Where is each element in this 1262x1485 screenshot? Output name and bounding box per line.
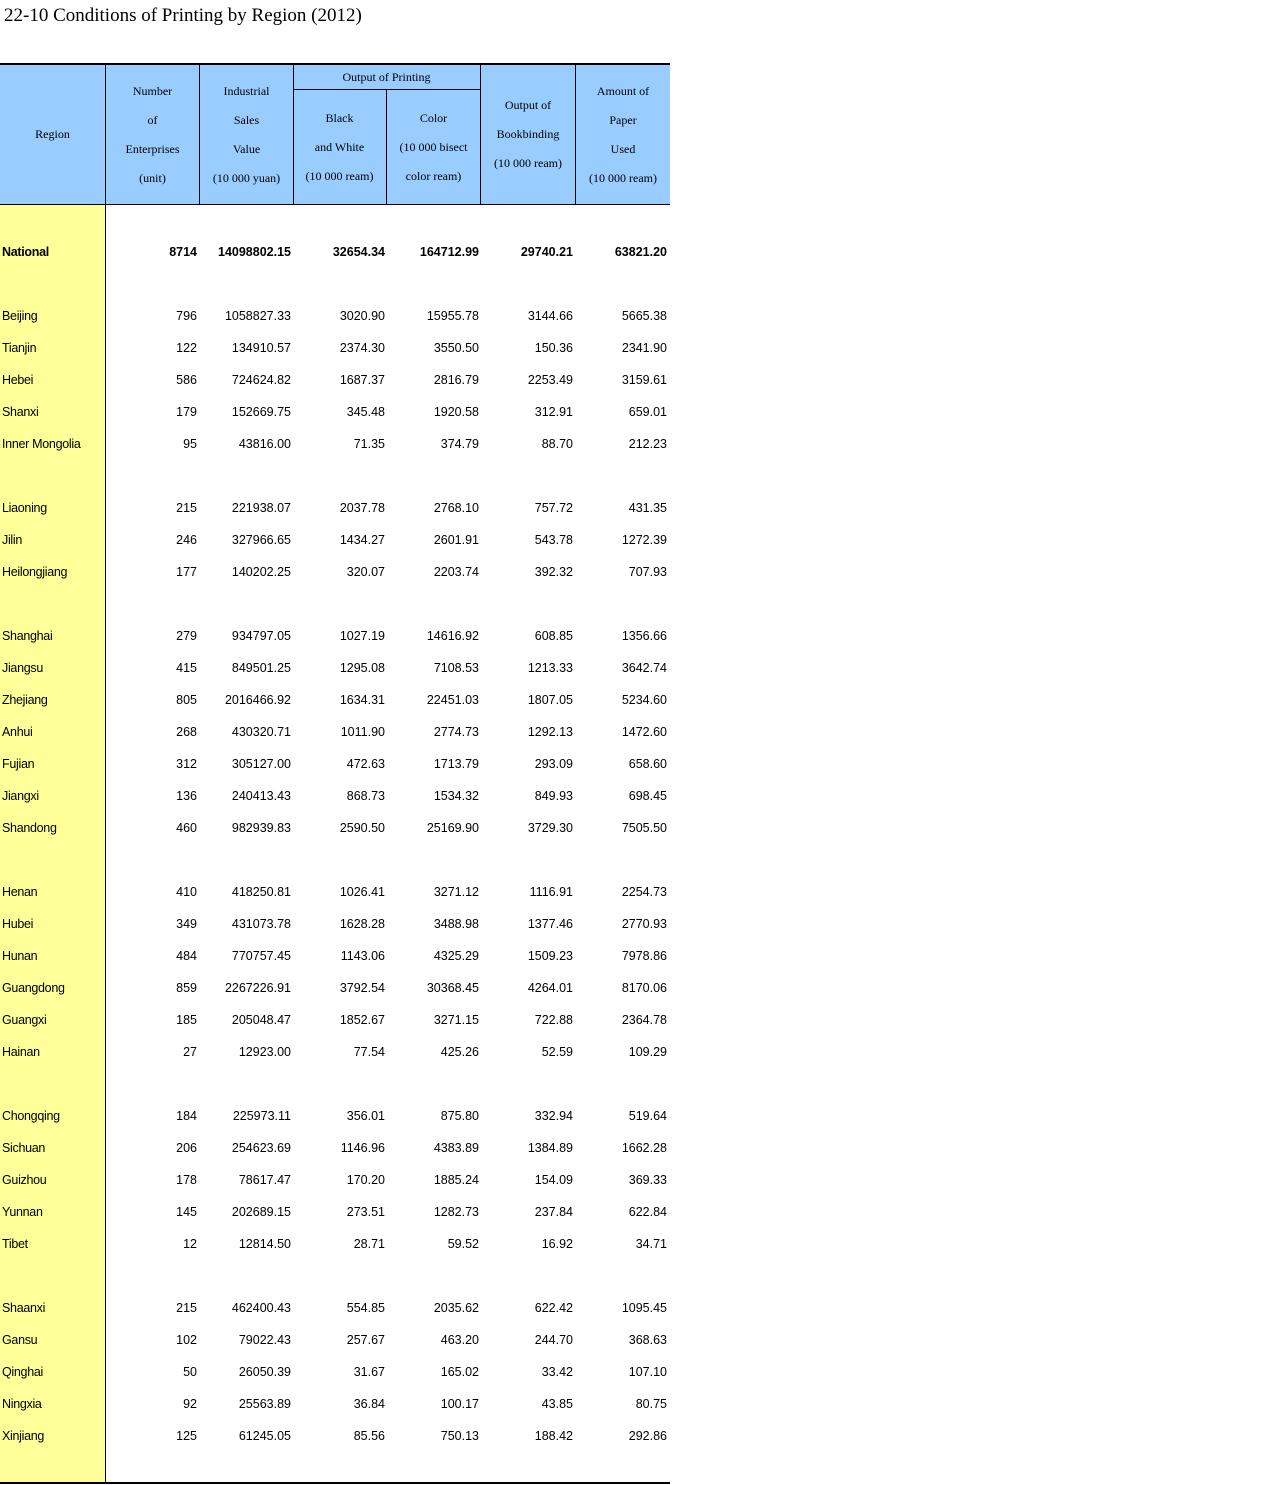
color-value: 2203.74: [433, 565, 479, 579]
table-row: [0, 338, 670, 358]
enterprises-value: 349: [176, 917, 197, 931]
region-name: Chongqing: [2, 1109, 60, 1123]
color-value: 22451.03: [426, 693, 479, 707]
sales-value: 202689.15: [231, 1205, 291, 1219]
sales-value: 770757.45: [231, 949, 291, 963]
enterprises-value: 410: [176, 885, 197, 899]
table-row: [0, 1426, 670, 1446]
bw-value: 345.48: [346, 405, 385, 419]
bookbinding-value: 1377.46: [527, 917, 573, 931]
header-printing-group: Output of Printing: [293, 65, 481, 90]
region-name: Inner Mongolia: [2, 437, 81, 451]
color-value: 2035.62: [433, 1301, 479, 1315]
paper-value: 8170.06: [621, 981, 667, 995]
paper-value: 659.01: [628, 405, 667, 419]
color-value: 374.79: [440, 437, 479, 451]
region-name: Zhejiang: [2, 693, 48, 707]
color-value: 3488.98: [433, 917, 479, 931]
sales-value: 1058827.33: [224, 309, 291, 323]
color-value: 1534.32: [433, 789, 479, 803]
sales-value: 79022.43: [238, 1333, 291, 1347]
sales-value: 462400.43: [231, 1301, 291, 1315]
color-value: 165.02: [440, 1365, 479, 1379]
region-name: Hebei: [2, 373, 34, 387]
table-row: [0, 722, 670, 742]
header-color: [387, 90, 481, 204]
region-name: Yunnan: [2, 1205, 43, 1219]
sales-value: 327966.65: [231, 533, 291, 547]
bookbinding-value: 88.70: [541, 437, 573, 451]
color-value: 59.52: [447, 1237, 479, 1251]
enterprises-value: 27: [183, 1045, 197, 1059]
paper-value: 3642.74: [621, 661, 667, 675]
paper-value: 1662.28: [621, 1141, 667, 1155]
paper-value: 107.10: [628, 1365, 667, 1379]
header-region: [0, 65, 106, 204]
sales-value: 934797.05: [231, 629, 291, 643]
enterprises-value: 8714: [169, 245, 197, 259]
table-body: [0, 204, 670, 1484]
bw-value: 28.71: [353, 1237, 385, 1251]
color-value: 1920.58: [433, 405, 479, 419]
table-row: [0, 1138, 670, 1158]
bw-value: 1628.28: [339, 917, 385, 931]
region-name: Anhui: [2, 725, 33, 739]
sales-value: 221938.07: [231, 501, 291, 515]
bw-value: 1146.96: [340, 1141, 385, 1155]
sales-value: 240413.43: [231, 789, 291, 803]
region-name: Hunan: [2, 949, 38, 963]
color-value: 2774.73: [433, 725, 479, 739]
color-value: 750.13: [440, 1429, 479, 1443]
paper-value: 2341.90: [621, 341, 667, 355]
header-text: Color: [419, 110, 448, 125]
paper-value: 34.71: [635, 1237, 667, 1251]
table-row: [0, 946, 670, 966]
table-row: [0, 978, 670, 998]
bookbinding-value: 622.42: [534, 1301, 573, 1315]
region-column-background: [0, 205, 106, 1482]
region-name: Liaoning: [2, 501, 47, 515]
bookbinding-value: 722.88: [534, 1013, 573, 1027]
header-text: Bookbinding: [496, 127, 560, 141]
paper-value: 369.33: [628, 1173, 667, 1187]
table-row: [0, 1298, 670, 1318]
enterprises-value: 95: [183, 437, 197, 451]
enterprises-value: 145: [176, 1205, 197, 1219]
color-value: 1885.24: [433, 1173, 479, 1187]
sales-value: 254623.69: [231, 1141, 291, 1155]
sales-value: 152669.75: [231, 405, 291, 419]
region-name: Fujian: [2, 757, 35, 771]
paper-value: 1095.45: [621, 1301, 667, 1315]
bookbinding-value: 392.32: [534, 565, 573, 579]
enterprises-value: 12: [183, 1237, 197, 1251]
enterprises-value: 184: [176, 1109, 197, 1123]
bookbinding-value: 33.42: [541, 1365, 573, 1379]
paper-value: 63821.20: [614, 245, 667, 259]
color-value: 463.20: [440, 1333, 479, 1347]
paper-value: 519.64: [628, 1109, 667, 1123]
sales-value: 43816.00: [238, 437, 291, 451]
color-value: 164712.99: [419, 245, 479, 259]
enterprises-value: 179: [176, 405, 197, 419]
region-name: Gansu: [2, 1333, 38, 1347]
enterprises-value: 125: [176, 1429, 197, 1443]
region-name: Jiangsu: [2, 661, 43, 675]
color-value: 425.26: [440, 1045, 479, 1059]
enterprises-value: 177: [176, 565, 197, 579]
color-value: 2768.10: [433, 501, 479, 515]
bw-value: 32654.34: [332, 245, 385, 259]
bookbinding-value: 3144.66: [527, 309, 573, 323]
enterprises-value: 215: [176, 501, 197, 515]
enterprises-value: 206: [176, 1141, 197, 1155]
bw-value: 1852.67: [339, 1013, 385, 1027]
enterprises-value: 805: [176, 693, 197, 707]
table-row: [0, 1106, 670, 1126]
table-row: [0, 1330, 670, 1350]
color-value: 1713.79: [433, 757, 479, 771]
bw-value: 2590.50: [339, 821, 385, 835]
table-row: [0, 306, 670, 326]
region-name: Jiangxi: [2, 789, 39, 803]
bw-value: 1434.27: [339, 533, 385, 547]
paper-value: 2770.93: [621, 917, 667, 931]
color-value: 1282.73: [433, 1205, 479, 1219]
color-value: 3271.15: [433, 1013, 479, 1027]
color-value: 14616.92: [426, 629, 479, 643]
color-value: 3550.50: [433, 341, 479, 355]
table-row: [0, 786, 670, 806]
region-name: National: [2, 245, 49, 259]
bookbinding-value: 1292.13: [527, 725, 573, 739]
sales-value: 140202.25: [231, 565, 291, 579]
bookbinding-value: 1807.05: [527, 693, 573, 707]
enterprises-value: 859: [176, 981, 197, 995]
table-row: [0, 1234, 670, 1254]
table-row: [0, 1010, 670, 1030]
table-row: [0, 818, 670, 838]
bookbinding-value: 154.09: [534, 1173, 573, 1187]
printing-table: [0, 63, 670, 1484]
sales-value: 418250.81: [231, 885, 291, 899]
sales-value: 431073.78: [231, 917, 291, 931]
header-text: color ream): [405, 168, 462, 183]
header-text: of: [147, 112, 158, 127]
table-row: [0, 754, 670, 774]
table-header: [0, 63, 670, 204]
national-row: [0, 242, 670, 262]
bookbinding-value: 29740.21: [520, 245, 573, 259]
paper-value: 1356.66: [621, 629, 667, 643]
bw-value: 77.54: [353, 1045, 385, 1059]
enterprises-value: 312: [176, 757, 197, 771]
bw-value: 868.73: [346, 789, 385, 803]
color-value: 4383.89: [433, 1141, 479, 1155]
bookbinding-value: 543.78: [534, 533, 573, 547]
region-name: Qinghai: [2, 1365, 43, 1379]
paper-value: 5665.38: [621, 309, 667, 323]
enterprises-value: 122: [176, 341, 197, 355]
bookbinding-value: 237.84: [534, 1205, 573, 1219]
paper-value: 80.75: [635, 1397, 667, 1411]
bw-value: 71.35: [353, 437, 385, 451]
region-name: Beijing: [2, 309, 38, 323]
table-row: [0, 562, 670, 582]
color-value: 25169.90: [426, 821, 479, 835]
color-value: 7108.53: [433, 661, 479, 675]
sales-value: 2267226.91: [224, 981, 291, 995]
bookbinding-value: 1509.23: [527, 949, 573, 963]
bookbinding-value: 1116.91: [529, 885, 573, 899]
header-text: Enterprises: [125, 141, 180, 156]
paper-value: 368.63: [628, 1333, 667, 1347]
bookbinding-value: 1213.33: [527, 661, 573, 675]
bw-value: 1143.06: [340, 949, 385, 963]
paper-value: 7978.86: [621, 949, 667, 963]
enterprises-value: 136: [176, 789, 197, 803]
bookbinding-value: 312.91: [534, 405, 573, 419]
bookbinding-value: 757.72: [534, 501, 573, 515]
paper-value: 698.45: [628, 789, 667, 803]
paper-value: 292.86: [628, 1429, 667, 1443]
color-value: 4325.29: [433, 949, 479, 963]
header-text: (10 000 ream): [589, 170, 657, 185]
sales-value: 2016466.92: [224, 693, 291, 707]
bookbinding-value: 332.94: [534, 1109, 573, 1123]
paper-value: 5234.60: [621, 693, 667, 707]
bookbinding-value: 293.09: [534, 757, 573, 771]
bw-value: 2037.78: [339, 501, 385, 515]
header-bw: [293, 90, 387, 204]
header-text: (10 000 ream): [305, 168, 374, 183]
color-value: 100.17: [440, 1397, 479, 1411]
header-text: Black: [325, 110, 354, 125]
bw-value: 356.01: [346, 1109, 385, 1123]
enterprises-value: 415: [176, 661, 197, 675]
paper-value: 622.84: [628, 1205, 667, 1219]
bookbinding-value: 150.36: [534, 341, 573, 355]
bw-value: 36.84: [353, 1397, 385, 1411]
color-value: 30368.45: [426, 981, 479, 995]
table-row: [0, 498, 670, 518]
bookbinding-value: 849.93: [534, 789, 573, 803]
bookbinding-value: 2253.49: [527, 373, 573, 387]
table-row: [0, 434, 670, 454]
header-text: (10 000 ream): [494, 156, 562, 170]
bw-value: 170.20: [346, 1173, 385, 1187]
header-paper: [576, 65, 670, 204]
region-name: Tianjin: [2, 341, 37, 355]
paper-value: 2364.78: [621, 1013, 667, 1027]
region-name: Shandong: [2, 821, 57, 835]
region-name: Ningxia: [2, 1397, 42, 1411]
table-row: [0, 1042, 670, 1062]
table-row: [0, 658, 670, 678]
enterprises-value: 178: [176, 1173, 197, 1187]
region-name: Xinjiang: [2, 1429, 45, 1443]
paper-value: 7505.50: [621, 821, 667, 835]
bw-value: 554.85: [346, 1301, 385, 1315]
paper-value: 1472.60: [621, 725, 667, 739]
region-name: Henan: [2, 885, 38, 899]
region-name: Shanxi: [2, 405, 39, 419]
bw-value: 2374.30: [339, 341, 385, 355]
header-text: (unit): [139, 170, 166, 185]
table-row: [0, 1202, 670, 1222]
header-text: Industrial: [223, 83, 270, 98]
enterprises-value: 268: [176, 725, 197, 739]
enterprises-value: 586: [176, 373, 197, 387]
table-row: [0, 882, 670, 902]
header-text: Output of: [504, 98, 552, 112]
header-text: Amount of: [596, 83, 650, 98]
enterprises-value: 102: [176, 1333, 197, 1347]
enterprises-value: 50: [183, 1365, 197, 1379]
region-name: Guangdong: [2, 981, 65, 995]
bw-value: 472.63: [346, 757, 385, 771]
bw-value: 31.67: [353, 1365, 385, 1379]
bookbinding-value: 16.92: [541, 1237, 573, 1251]
color-value: 875.80: [440, 1109, 479, 1123]
region-name: Guangxi: [2, 1013, 47, 1027]
paper-value: 2254.73: [621, 885, 667, 899]
bookbinding-value: 188.42: [534, 1429, 573, 1443]
sales-value: 305127.00: [231, 757, 291, 771]
header-text: Used: [610, 141, 636, 156]
color-value: 2816.79: [433, 373, 479, 387]
table-row: [0, 370, 670, 390]
region-name: Jilin: [2, 533, 23, 547]
paper-value: 109.29: [628, 1045, 667, 1059]
sales-value: 134910.57: [231, 341, 291, 355]
table-row: [0, 530, 670, 550]
bw-value: 273.51: [346, 1205, 385, 1219]
region-name: Sichuan: [2, 1141, 46, 1155]
paper-value: 212.23: [628, 437, 667, 451]
sales-value: 430320.71: [231, 725, 291, 739]
bw-value: 85.56: [353, 1429, 385, 1443]
bw-value: 257.67: [346, 1333, 385, 1347]
table-row: [0, 1170, 670, 1190]
region-name: Hainan: [2, 1045, 40, 1059]
bw-value: 1295.08: [339, 661, 385, 675]
header-text: (10 000 bisect: [399, 139, 468, 154]
enterprises-value: 215: [176, 1301, 197, 1315]
bw-value: 1011.90: [340, 725, 385, 739]
header-text: (10 000 yuan): [212, 170, 281, 185]
sales-value: 26050.39: [238, 1365, 291, 1379]
enterprises-value: 484: [176, 949, 197, 963]
table-row: [0, 690, 670, 710]
bookbinding-value: 608.85: [534, 629, 573, 643]
enterprises-value: 460: [176, 821, 197, 835]
header-text: Number: [132, 83, 173, 98]
bw-value: 3792.54: [339, 981, 385, 995]
paper-value: 3159.61: [621, 373, 667, 387]
bookbinding-value: 1384.89: [527, 1141, 573, 1155]
header-region-label: Region: [35, 127, 70, 141]
region-name: Shanghai: [2, 629, 53, 643]
sales-value: 982939.83: [231, 821, 291, 835]
page-title: 22-10 Conditions of Printing by Region (2012): [4, 5, 362, 26]
bookbinding-value: 52.59: [541, 1045, 573, 1059]
paper-value: 658.60: [628, 757, 667, 771]
enterprises-value: 279: [176, 629, 197, 643]
sales-value: 25563.89: [238, 1397, 291, 1411]
enterprises-value: 92: [183, 1397, 197, 1411]
sales-value: 205048.47: [231, 1013, 291, 1027]
enterprises-value: 246: [176, 533, 197, 547]
bookbinding-value: 3729.30: [527, 821, 573, 835]
region-name: Guizhou: [2, 1173, 47, 1187]
region-name: Tibet: [2, 1237, 28, 1251]
bw-value: 1634.31: [339, 693, 385, 707]
bw-value: 3020.90: [339, 309, 385, 323]
table-row: [0, 914, 670, 934]
bookbinding-value: 244.70: [534, 1333, 573, 1347]
header-bookbinding: [481, 65, 576, 204]
sales-value: 61245.05: [238, 1429, 291, 1443]
sales-value: 12814.50: [238, 1237, 291, 1251]
paper-value: 1272.39: [621, 533, 667, 547]
paper-value: 431.35: [628, 501, 667, 515]
header-sales: [200, 65, 294, 204]
bw-value: 1687.37: [339, 373, 385, 387]
bw-value: 1027.19: [339, 629, 385, 643]
enterprises-value: 796: [176, 309, 197, 323]
paper-value: 707.93: [628, 565, 667, 579]
table-row: [0, 626, 670, 646]
header-enterprises: [106, 65, 200, 204]
table-row: [0, 1394, 670, 1414]
color-value: 2601.91: [433, 533, 479, 547]
sales-value: 12923.00: [238, 1045, 291, 1059]
sales-value: 724624.82: [231, 373, 291, 387]
bookbinding-value: 4264.01: [527, 981, 573, 995]
region-name: Heilongjiang: [2, 565, 68, 579]
sales-value: 78617.47: [238, 1173, 291, 1187]
header-text: Paper: [609, 112, 637, 127]
color-value: 3271.12: [433, 885, 479, 899]
bw-value: 320.07: [346, 565, 385, 579]
header-text: Value: [232, 141, 261, 156]
sales-value: 225973.11: [232, 1109, 291, 1123]
header-text: Sales: [233, 112, 260, 127]
sales-value: 849501.25: [231, 661, 291, 675]
color-value: 15955.78: [426, 309, 479, 323]
sales-value: 14098802.15: [218, 245, 291, 259]
region-name: Shaanxi: [2, 1301, 46, 1315]
table-row: [0, 402, 670, 422]
header-text: and White: [314, 139, 365, 154]
enterprises-value: 185: [176, 1013, 197, 1027]
region-name: Hubei: [2, 917, 34, 931]
bookbinding-value: 43.85: [541, 1397, 573, 1411]
bw-value: 1026.41: [339, 885, 385, 899]
table-row: [0, 1362, 670, 1382]
